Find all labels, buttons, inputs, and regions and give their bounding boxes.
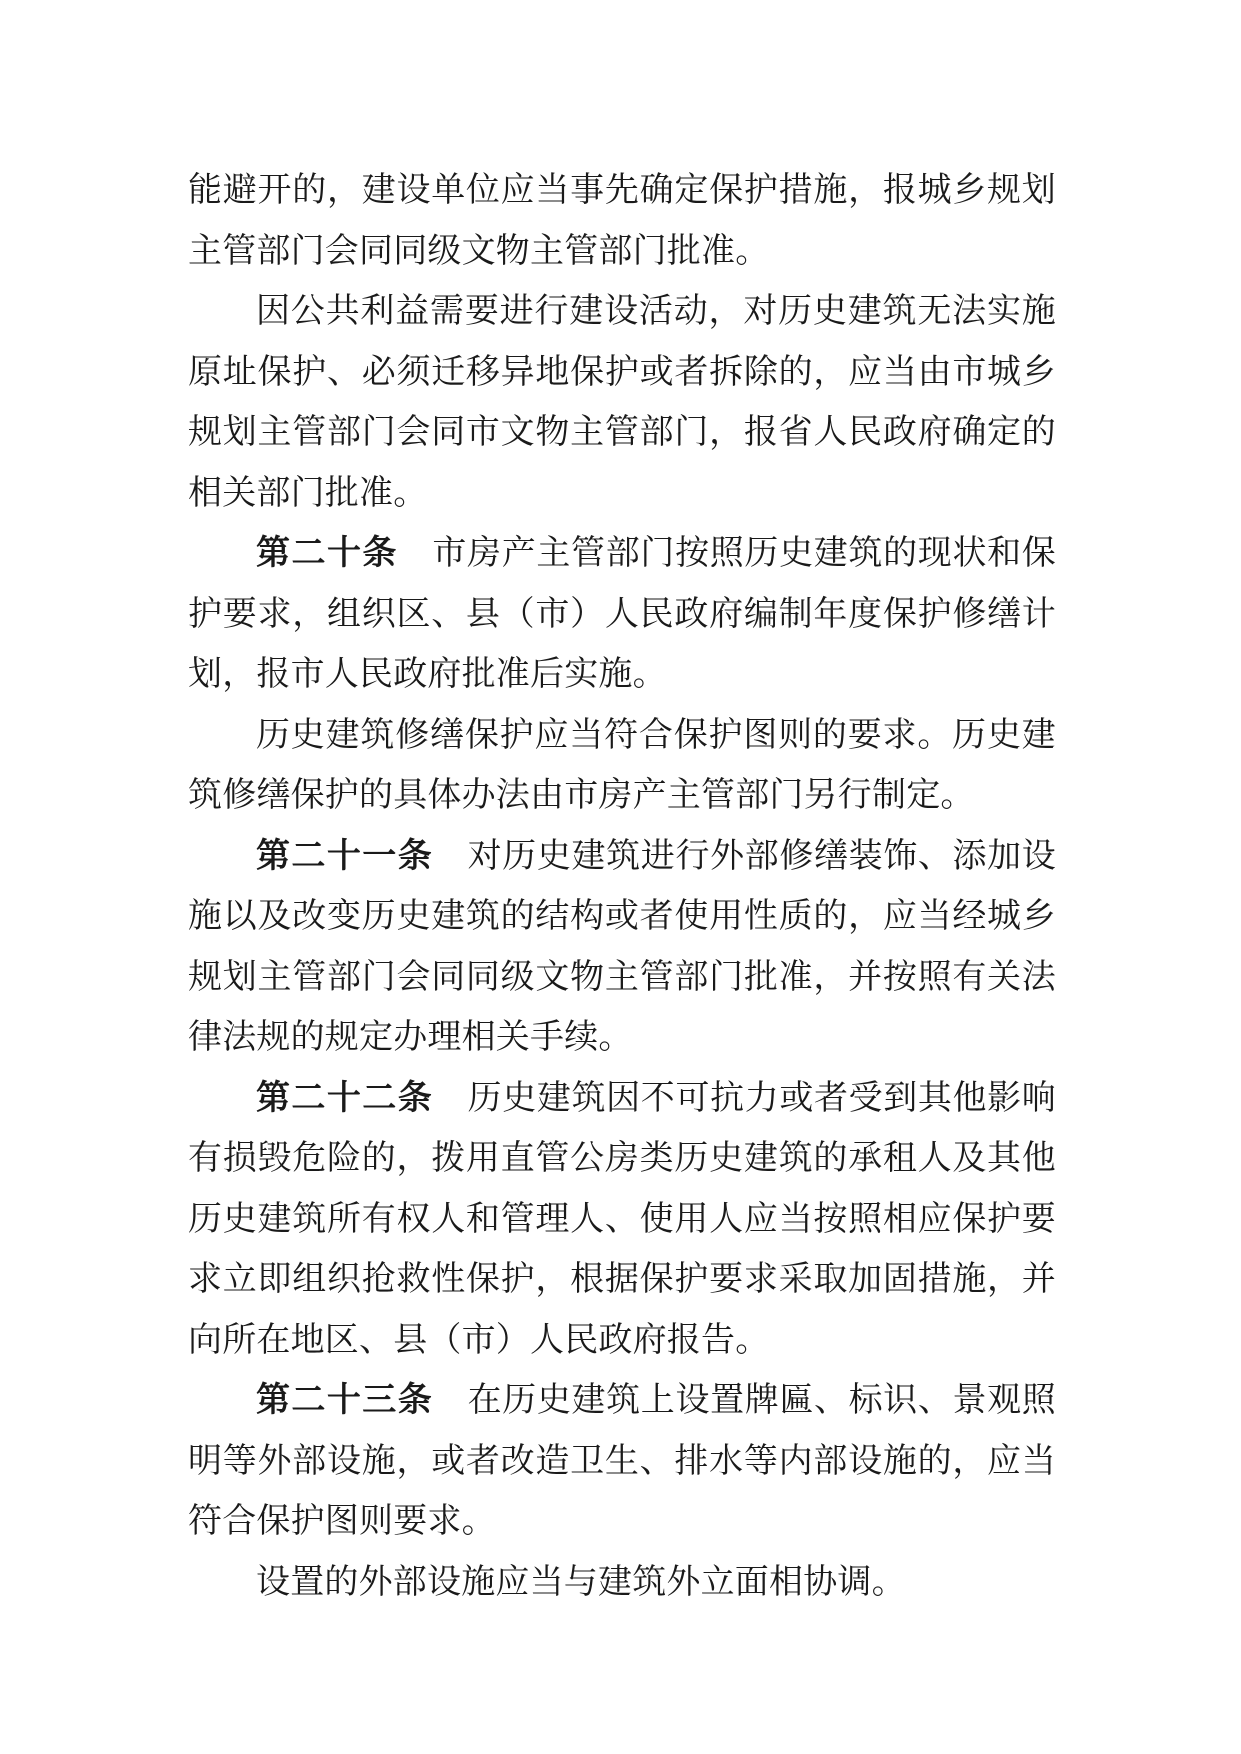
article-number: 第二十一条 <box>256 835 434 876</box>
paragraph-text: 市房产主管部门按照历史建筑的现状和保护要求，组织区、县（市）人民政府编制年度保护修缮计划，报市人民政府批准后实施。 <box>188 533 1056 694</box>
paragraph-text: 历史建筑修缮保护应当符合保护图则的要求。历史建筑修缮保护的具体办法由市房产主管部门另行制定。 <box>188 714 1056 815</box>
article-20 <box>188 523 1056 705</box>
paragraph-text: 对历史建筑进行外部修缮装饰、添加设施以及改变历史建筑的结构或者使用性质的，应当经城乡规划主管部门会同同级文物主管部门批准，并按照有关法律法规的规定办理相关手续。 <box>188 835 1056 1057</box>
paragraph-text: 历史建筑因不可抗力或者受到其他影响有损毁危险的，拨用直管公房类历史建筑的承租人及其他历史建筑所有权人和管理人、使用人应当按照相应保护要求立即组织抢救性保护，根据保护要求采取加固措施，并向所在地区、县（市）人民政府报告。 <box>188 1077 1056 1360</box>
paragraph-text: 设置的外部设施应当与建筑外立面相协调。 <box>256 1561 906 1602</box>
paragraph-text: 在历史建筑上设置牌匾、标识、景观照明等外部设施，或者改造卫生、排水等内部设施的，应当符合保护图则要求。 <box>188 1380 1056 1541</box>
paragraph-text: 因公共利益需要进行建设活动，对历史建筑无法实施原址保护、必须迁移异地保护或者拆除的，应当由市城乡规划主管部门会同市文物主管部门，报省人民政府确定的相关部门批准。 <box>188 291 1056 513</box>
article-22 <box>188 1068 1056 1371</box>
paragraph-text: 能避开的，建设单位应当事先确定保护措施，报城乡规划主管部门会同同级文物主管部门批准。 <box>188 170 1056 271</box>
article-number: 第二十二条 <box>256 1077 434 1118</box>
article-number: 第二十条 <box>256 533 398 573</box>
document-body <box>188 160 1056 1612</box>
article-number: 第二十三条 <box>256 1380 434 1420</box>
paragraph-2 <box>188 281 1056 523</box>
paragraph-8 <box>188 1552 1056 1613</box>
article-23 <box>188 1370 1056 1552</box>
article-21 <box>188 826 1056 1068</box>
paragraph-1 <box>188 160 1056 281</box>
paragraph-4 <box>188 705 1056 826</box>
